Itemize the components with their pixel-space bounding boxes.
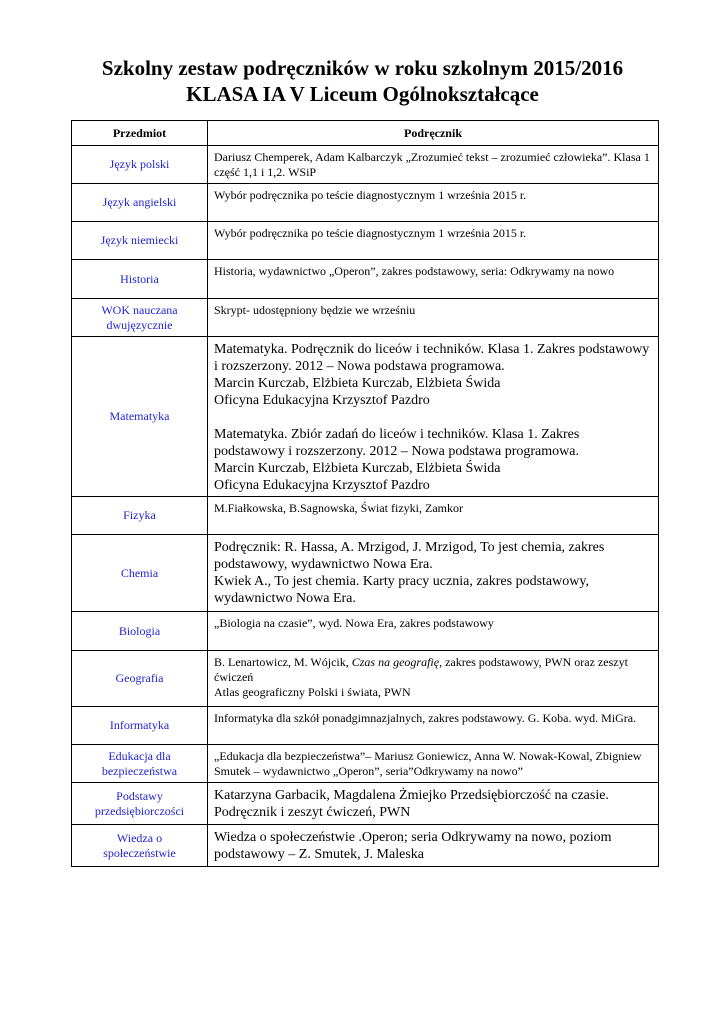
title-line-2: KLASA IA V Liceum Ogólnokształcące [186, 82, 539, 106]
table-row [72, 707, 659, 745]
table-row [72, 337, 659, 497]
textbook-line: Matematyka. Zbiór zadań do liceów i techników. Klasa 1. Zakres podstawowy i rozszerzony. 2012 – Nowa podstawa programowa. [214, 427, 580, 459]
subject-cell [72, 745, 208, 783]
textbook-cell: „Edukacja dla bezpieczeństwa”– Mariusz Goniewicz, Anna W. Nowak-Kowal, Zbigniew Smutek – wydawnictwo „Operon”, seria”Odkrywamy na nowo” [208, 745, 659, 783]
textbook-cell [208, 535, 659, 612]
textbook-cell: Wybór podręcznika po teście diagnostycznym 1 września 2015 r. [208, 222, 659, 260]
table-row [72, 497, 659, 535]
subject-cell [72, 299, 208, 337]
subject-cell: Chemia [72, 535, 208, 612]
textbook-cell: Wybór podręcznika po teście diagnostycznym 1 września 2015 r. [208, 184, 659, 222]
table-row [72, 299, 659, 337]
textbook-line: Oficyna Edukacyjna Krzysztof Pazdro [214, 478, 430, 493]
subject-cell: Biologia [72, 612, 208, 651]
subject-cell [72, 825, 208, 867]
subject-line: dwujęzycznie [106, 317, 173, 332]
table-row [72, 146, 659, 184]
textbook-cell: Informatyka dla szkół ponadgimnazjalnych, zakres podstawowy. G. Koba. wyd. MiGra. [208, 707, 659, 745]
table-row [72, 222, 659, 260]
textbook-line: Podręcznik i zeszyt ćwiczeń, PWN [214, 805, 411, 820]
table-row [72, 745, 659, 783]
textbook-cell: Wiedza o społeczeństwie .Operon; seria Odkrywamy na nowo, poziom podstawowy – Z. Smutek, J. Maleska [208, 825, 659, 867]
table-row [72, 612, 659, 651]
subject-cell: Historia [72, 260, 208, 299]
textbook-cell [208, 337, 659, 497]
table-row [72, 825, 659, 867]
subject-line: bezpieczeństwa [101, 763, 178, 778]
spacer [214, 409, 653, 426]
textbook-table [71, 120, 659, 867]
text-part: , zakres podstawowy, PWN oraz zeszyt ćwiczeń [214, 655, 628, 684]
header-textbook: Podręcznik [208, 121, 659, 146]
textbook-cell: „Biologia na czasie”, wyd. Nowa Era, zakres podstawowy [208, 612, 659, 651]
table-row [72, 783, 659, 825]
subject-cell: Informatyka [72, 707, 208, 745]
book-title-italic: Czas na geografię [351, 655, 440, 669]
textbook-cell: Dariusz Chemperek, Adam Kalbarczyk „Zrozumieć tekst – zrozumieć człowieka”. Klasa 1 część 1,1 i 1,2. WSiP [208, 146, 659, 184]
subject-cell: Matematyka [72, 337, 208, 497]
textbook-line: Atlas geograficzny Polski i świata, PWN [214, 685, 411, 699]
subject-line: przedsiębiorczości [94, 803, 185, 818]
table-row [72, 184, 659, 222]
textbook-line: Katarzyna Garbacik, Magdalena Żmiejko Przedsiębiorczość na czasie. [214, 788, 609, 803]
textbook-line [214, 655, 653, 685]
textbook-line: Marcin Kurczab, Elżbieta Kurczab, Elżbieta Świda [214, 461, 501, 476]
textbook-line: Kwiek A., To jest chemia. Karty pracy ucznia, zakres podstawowy, wydawnictwo Nowa Era. [214, 574, 589, 606]
table-header-row [72, 121, 659, 146]
textbook-cell: Skrypt- udostępniony będzie we wrześniu [208, 299, 659, 337]
text-part: B. Lenartowicz, M. Wójcik, [214, 655, 352, 669]
subject-cell: Język polski [72, 146, 208, 184]
subject-cell: Język niemiecki [72, 222, 208, 260]
header-subject: Przedmiot [72, 121, 208, 146]
document-title [0, 55, 725, 107]
textbook-line: Oficyna Edukacyjna Krzysztof Pazdro [214, 393, 430, 408]
subject-line: społeczeństwie [103, 845, 176, 860]
subject-line: Podstawy [116, 788, 163, 803]
title-line-1: Szkolny zestaw podręczników w roku szkolnym 2015/2016 [101, 56, 624, 80]
textbook-line: Podręcznik: R. Hassa, A. Mrzigod, J. Mrzigod, To jest chemia, zakres podstawowy, wydawnictwo Nowa Era. [214, 540, 605, 572]
textbook-cell [208, 651, 659, 707]
textbook-cell: M.Fiałkowska, B.Sagnowska, Świat fizyki, Zamkor [208, 497, 659, 535]
textbook-line: Marcin Kurczab, Elżbieta Kurczab, Elżbieta Świda [214, 376, 501, 391]
subject-cell [72, 783, 208, 825]
table-row [72, 651, 659, 707]
table-row [72, 535, 659, 612]
textbook-line: Matematyka. Podręcznik do liceów i techników. Klasa 1. Zakres podstawowy i rozszerzony. 2012 – Nowa podstawa programowa. [214, 342, 650, 374]
table-row [72, 260, 659, 299]
subject-cell: Język angielski [72, 184, 208, 222]
subject-line: Wiedza o [116, 830, 163, 845]
subject-line: Edukacja dla [108, 748, 171, 763]
subject-cell: Geografia [72, 651, 208, 707]
subject-cell: Fizyka [72, 497, 208, 535]
subject-line: WOK nauczana [101, 302, 178, 317]
textbook-cell [208, 783, 659, 825]
textbook-cell: Historia, wydawnictwo „Operon”, zakres podstawowy, seria: Odkrywamy na nowo [208, 260, 659, 299]
